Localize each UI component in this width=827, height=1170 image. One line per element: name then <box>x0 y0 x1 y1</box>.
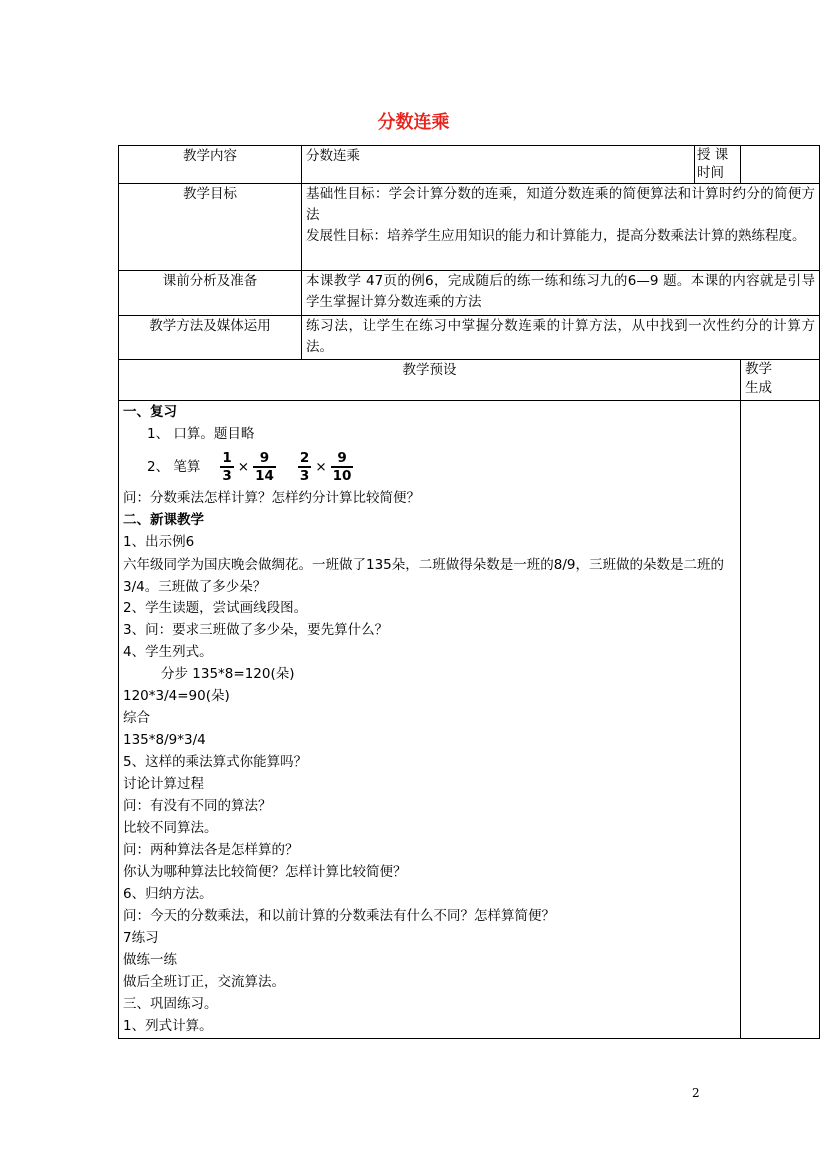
oral-calc: 1、 口算。题目略 <box>147 426 255 442</box>
generation-header-line1: 教学 <box>745 361 772 377</box>
class-time-value <box>741 146 820 184</box>
content-label: 教学内容 <box>119 146 302 184</box>
body-line: 2、学生读题，尝试画线段图。 <box>123 600 308 616</box>
fraction-1b: $\frac{9}{14}$ <box>255 450 274 484</box>
body-line: 做后全班订正，交流算法。 <box>123 974 285 990</box>
row-goal <box>119 184 820 271</box>
body-line: 7练习 <box>123 930 159 946</box>
example-problem: 六年级同学为国庆晚会做绸花。一班做了135朵，二班做得朵数是一班的8/9，三班做的朵数是二班的3/4。三班做了多少朵？ <box>123 557 724 595</box>
content-value: 分数连乘 <box>302 146 695 184</box>
body-line: 1、出示例6 <box>123 534 195 550</box>
generation-header-line2: 生成 <box>745 380 772 396</box>
body-line: 问：有没有不同的算法？ <box>123 798 272 814</box>
lesson-body <box>119 401 741 1039</box>
body-line: 讨论计算过程 <box>123 776 204 792</box>
body-line: 比较不同算法。 <box>123 820 218 836</box>
prep-text: 本课教学 47页的例6，完成随后的练一练和练习九的6—9 题。本课的内容就是引导学生掌握计算分数连乘的方法 <box>302 271 820 316</box>
method-label: 教学方法及媒体运用 <box>119 316 302 360</box>
row-content <box>119 146 820 184</box>
fraction-2b: $\frac{9}{10}$ <box>332 450 352 484</box>
row-body <box>119 401 820 1039</box>
body-line: 1、列式计算。 <box>123 1018 213 1034</box>
document-title: 分数连乘 <box>377 112 450 133</box>
preset-header: 教学预设 <box>119 360 741 401</box>
written-calc <box>123 446 736 488</box>
times-sign: × <box>315 458 327 475</box>
body-line: 4、学生列式。 <box>123 644 213 660</box>
body-line: 问：今天的分数乘法，和以前计算的分数乘法有什么不同？怎样算简便？ <box>123 908 555 924</box>
body-line: 综合 <box>123 710 150 726</box>
goal-label: 教学目标 <box>119 184 302 271</box>
body-line: 135*8/9*3/4 <box>123 732 206 748</box>
body-line: 6、归纳方法。 <box>123 886 213 902</box>
class-time-label <box>695 146 741 184</box>
row-headers <box>119 360 820 401</box>
body-line: 三、巩固练习。 <box>123 996 218 1012</box>
goal-text <box>302 184 820 271</box>
body-line: 5、这样的乘法算式你能算吗？ <box>123 754 308 770</box>
written-calc-label: 2、 笔算 <box>147 458 201 475</box>
fraction-1a: $\frac{1}{3}$ <box>222 450 232 484</box>
row-method <box>119 316 820 360</box>
body-line: 问：两种算法各是怎样算的？ <box>123 842 299 858</box>
goal-text-1: 基础性目标：学会计算分数的连乘，知道分数连乘的简便算法和计算时约分的简便方法 <box>306 186 815 223</box>
class-time-label-line1: 授 课 <box>697 147 729 163</box>
row-prep <box>119 271 820 316</box>
prep-label: 课前分析及准备 <box>119 271 302 316</box>
page-number: 2 <box>692 1086 700 1100</box>
body-line: 120*3/4=90(朵) <box>123 688 230 704</box>
section-review: 一、复习 <box>123 404 177 420</box>
times-sign: × <box>237 458 250 475</box>
body-line: 做练一练 <box>123 952 177 968</box>
method-text: 练习法，让学生在练习中掌握分数连乘的计算方法，从中找到一次性约分的计算方法。 <box>302 316 820 360</box>
body-line: 分步 135*8=120(朵) <box>161 666 295 682</box>
fraction-2a: $\frac{2}{3}$ <box>299 450 310 484</box>
generation-header <box>741 360 820 401</box>
body-line: 问：分数乘法怎样计算？怎样约分计算比较简便？ <box>123 490 420 506</box>
body-line: 3、问：要求三班做了多少朵，要先算什么？ <box>123 622 389 638</box>
class-time-label-line2: 时间 <box>697 165 724 181</box>
goal-text-2: 发展性目标：培养学生应用知识的能力和计算能力，提高分数乘法计算的熟练程度。 <box>306 228 806 244</box>
generation-column <box>741 401 820 1039</box>
section-new-lesson: 二、新课教学 <box>123 512 204 528</box>
body-line: 你认为哪种算法比较简便？怎样计算比较简便？ <box>123 864 407 880</box>
lesson-plan-table <box>118 145 820 1039</box>
